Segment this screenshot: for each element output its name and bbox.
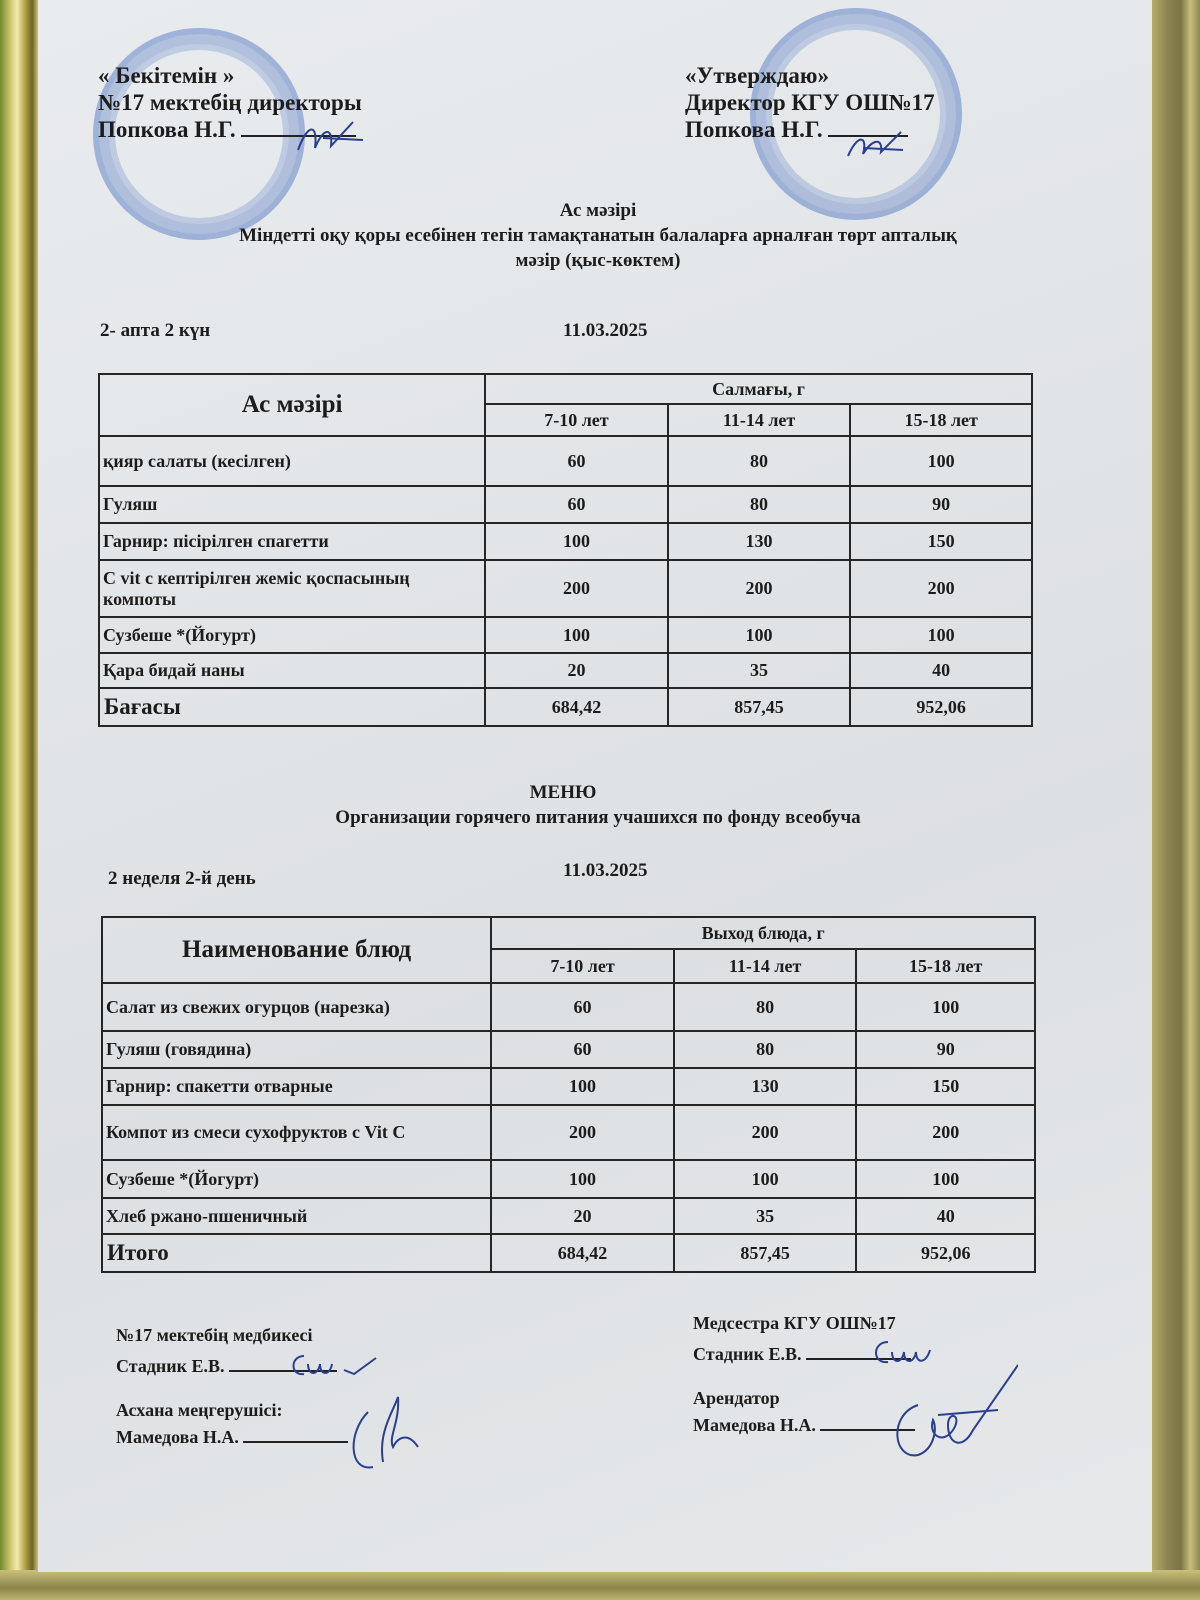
ru-menu-subtitle: Организации горячего питания учашихся по фонду всеобуча	[335, 807, 861, 828]
nurse-name-ru: Стадник Е.В.	[693, 1340, 915, 1367]
ru-name-header: Наименование блюд	[102, 917, 491, 983]
kz-age-header-2: 11-14 лет	[668, 404, 851, 436]
table-row: қияр салаты (кесілген) 60 80 100	[99, 436, 1032, 486]
table-row: Компот из смеси сухофруктов с Vit C 200 200 200	[102, 1105, 1035, 1160]
ru-week-day: 2 неделя 2-й день	[108, 868, 256, 889]
table-row: С vit с кептірілген жеміс қоспасының компоты 200 200 200	[99, 560, 1032, 617]
kz-menu-subtitle-2: мәзір (қыс-көктем)	[515, 250, 681, 271]
canteen-signature-left-icon	[338, 1392, 428, 1482]
kz-age-header-1: 7-10 лет	[485, 404, 668, 436]
frame-right-edge	[1152, 0, 1200, 1600]
table-row: Салат из свежих огурцов (нарезка) 60 80 100	[102, 983, 1035, 1031]
director-signature-right-icon	[843, 128, 913, 160]
table-row: Қара бидай наны 20 35 40	[99, 653, 1032, 688]
approval-left-line3: Попкова Н.Г.	[98, 116, 362, 143]
ru-age-header-1: 7-10 лет	[491, 949, 674, 983]
tenant-name-ru: Мамедова Н.А.	[693, 1411, 915, 1438]
nurse-title-ru: Медсестра КГУ ОШ№17	[693, 1313, 896, 1333]
frame-bottom-edge	[0, 1570, 1200, 1600]
nurse-title-kz: №17 мектебің медбикесі	[116, 1325, 313, 1345]
tenant-signature-right-icon	[878, 1360, 1018, 1470]
nurse-signature-left-icon	[286, 1350, 381, 1380]
table-row: Сузбеше *(Йогурт) 100 100 100	[102, 1160, 1035, 1198]
canteen-title-kz: Асхана меңгерушісі:	[116, 1400, 283, 1420]
kz-date: 11.03.2025	[563, 320, 648, 341]
kz-menu-table	[98, 373, 1033, 727]
approval-left-line2: №17 мектебің директоры	[98, 90, 362, 115]
ru-age-header-2: 11-14 лет	[674, 949, 857, 983]
table-row-total: Бағасы 684,42 857,45 952,06	[99, 688, 1032, 726]
ru-menu-table	[101, 916, 1036, 1273]
table-row: Гуляш (говядина) 60 80 90	[102, 1031, 1035, 1068]
kz-weight-header: Салмағы, г	[485, 374, 1032, 404]
table-row: Гуляш 60 80 90	[99, 486, 1032, 523]
approval-right-line1: «Утверждаю»	[685, 63, 829, 88]
ru-menu-heading	[98, 780, 1098, 830]
signatures-left	[116, 1322, 348, 1450]
director-signature-left-icon	[293, 118, 373, 158]
kz-menu-title: Ас мәзірі	[559, 200, 637, 221]
canteen-name-kz: Мамедова Н.А.	[116, 1423, 348, 1450]
kz-menu-subtitle-1: Міндетті оқу қоры есебінен тегін тамақтанатын балаларға арналған төрт апталық	[239, 225, 957, 246]
table-row: Гарнир: спакетти отварные 100 130 150	[102, 1068, 1035, 1105]
menu-document	[38, 0, 1152, 1572]
ru-yield-header: Выход блюда, г	[491, 917, 1035, 949]
kz-age-header-3: 15-18 лет	[850, 404, 1032, 436]
ru-age-header-3: 15-18 лет	[856, 949, 1035, 983]
table-row: Сузбеше *(Йогурт) 100 100 100	[99, 617, 1032, 653]
ru-date: 11.03.2025	[563, 860, 648, 881]
table-row-total: Итого 684,42 857,45 952,06	[102, 1234, 1035, 1272]
table-row: Хлеб ржано-пшеничный 20 35 40	[102, 1198, 1035, 1234]
kz-week-day: 2- апта 2 күн	[100, 320, 211, 341]
kz-menu-heading	[98, 198, 1098, 273]
tenant-title-ru: Арендатор	[693, 1388, 780, 1408]
approval-right-line3: Попкова Н.Г.	[685, 116, 935, 143]
kz-name-header: Ас мәзірі	[99, 374, 485, 436]
table-row: Гарнир: пісірілген спагетти 100 130 150	[99, 523, 1032, 560]
approval-right-line2: Директор КГУ ОШ№17	[685, 90, 935, 115]
ru-menu-title: МЕНЮ	[529, 782, 597, 803]
nurse-name-kz: Стадник Е.В.	[116, 1352, 348, 1379]
approval-left-line1: « Бекітемін »	[98, 63, 235, 88]
